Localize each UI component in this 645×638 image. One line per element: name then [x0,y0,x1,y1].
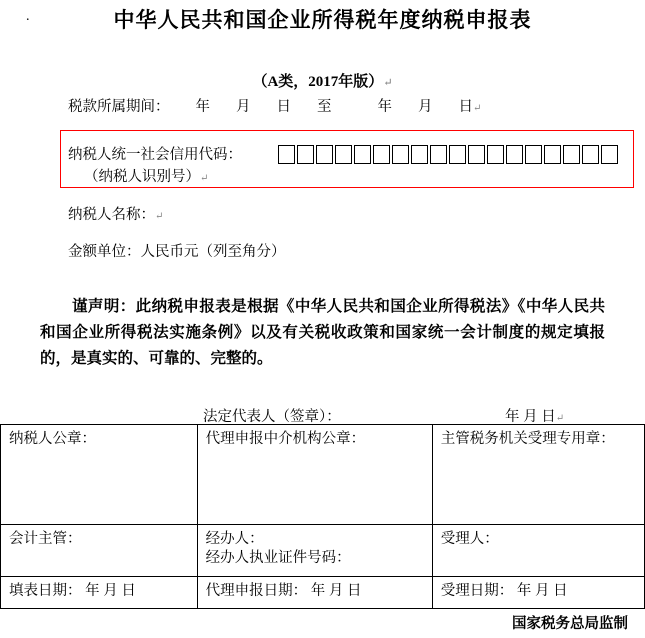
amount-unit-label-text: 金额单位：人民币元（列至角分） [68,244,286,260]
credit-code-cell[interactable] [373,145,390,164]
cell-accept-date-value: 年 月 日 [516,583,568,599]
credit-code-cell[interactable] [487,145,504,164]
form-subtitle [0,70,645,91]
cell-accounting-supervisor [1,525,198,577]
cell-agent-seal-text: 代理申报中介机构公章： [205,431,366,447]
cell-taxpayer-seal-text: 纳税人公章： [9,431,96,447]
cell-fill-date-value: 年 月 日 [85,583,136,599]
cell-agent-handler [197,525,432,577]
footer-issuer: 国家税务总局监制 [512,616,628,632]
credit-code-cell[interactable] [411,145,428,164]
credit-code-cell[interactable] [278,145,295,164]
subtitle-pilcrow: ↵ [383,77,393,89]
cell-fill-date [1,577,198,609]
legal-representative-label [203,405,341,426]
declaration-paragraph: 谨声明：此纳税申报表是根据《中华人民共和国企业所得税法》《中华人民共和国企业所得税法实施条例》以及有关税收政策和国家统一会计制度的规定填报的，是真实的、可靠的、完整的。 [40,298,605,367]
cell-tax-authority-seal [432,425,644,525]
legal-representative-date-text: 年 月 日 [505,409,556,425]
credit-code-cell[interactable] [392,145,409,164]
credit-code-label [68,143,242,164]
taxpayer-name-label: 纳税人名称：↵ [68,207,164,223]
cell-accept-date-label: 受理日期： [440,583,514,599]
page-dot-mark: . [26,9,30,24]
credit-code-cell[interactable] [563,145,580,164]
cell-agent-date-value: 年 月 日 [310,583,362,599]
credit-code-cell[interactable] [297,145,314,164]
credit-code-cell[interactable] [468,145,485,164]
table-row [1,425,645,525]
taxpayer-name-label-text: 纳税人名称： [68,207,155,223]
legal-representative-date: 年 月 日↵ [505,409,565,425]
period-separator: 至 [317,99,332,115]
credit-code-cell[interactable] [335,145,352,164]
cell-acceptor-text: 受理人： [440,531,499,547]
cell-agent-date [197,577,432,609]
tax-period-label: 税款所属期间： [68,99,170,115]
cell-tax-authority-seal-text: 主管税务机关受理专用章： [440,431,615,447]
cell-acceptor [432,525,644,577]
table-row [1,525,645,577]
cell-agent-handler-text: 经办人： [205,531,264,547]
form-subtitle-text: （A类，2017年版） [252,74,384,90]
cell-accounting-supervisor-text: 会计主管： [9,531,82,547]
credit-code-cell[interactable] [430,145,447,164]
signature-table [0,424,645,609]
table-row [1,577,645,609]
legal-representative-label-text: 法定代表人（签章）： [203,409,341,425]
tax-period-row: 税款所属期间： 年 月 日 至 年 月 日↵ [68,99,482,115]
cell-taxpayer-seal [1,425,198,525]
page-title: 中华人民共和国企业所得税年度纳税申报表 [113,8,532,32]
amount-unit-label [68,240,286,261]
period-day-end: 日 [458,99,473,115]
period-year-end: 年 [377,99,392,115]
cell-fill-date-label: 填表日期： [9,583,82,599]
cell-agent-seal [197,425,432,525]
credit-code-cell[interactable] [544,145,561,164]
taxpayer-id-sublabel-text: （纳税人识别号） [84,169,200,185]
cell-agent-license-text: 经办人执业证件号码： [205,550,351,566]
credit-code-cell[interactable] [316,145,333,164]
taxpayer-id-sublabel: （纳税人识别号）↵ [84,169,209,185]
cell-agent-date-label: 代理申报日期： [205,583,308,599]
cell-accept-date [432,577,644,609]
credit-code-cell[interactable] [354,145,371,164]
period-day-start: 日 [276,99,291,115]
period-year-start: 年 [195,99,210,115]
period-month-start: 月 [236,99,251,115]
credit-code-cell[interactable] [525,145,542,164]
credit-code-input-boxes[interactable] [278,145,618,164]
period-month-end: 月 [418,99,433,115]
credit-code-cell[interactable] [449,145,466,164]
credit-code-label-text: 纳税人统一社会信用代码： [68,147,242,163]
credit-code-cell[interactable] [506,145,523,164]
credit-code-cell[interactable] [582,145,599,164]
credit-code-cell[interactable] [601,145,618,164]
